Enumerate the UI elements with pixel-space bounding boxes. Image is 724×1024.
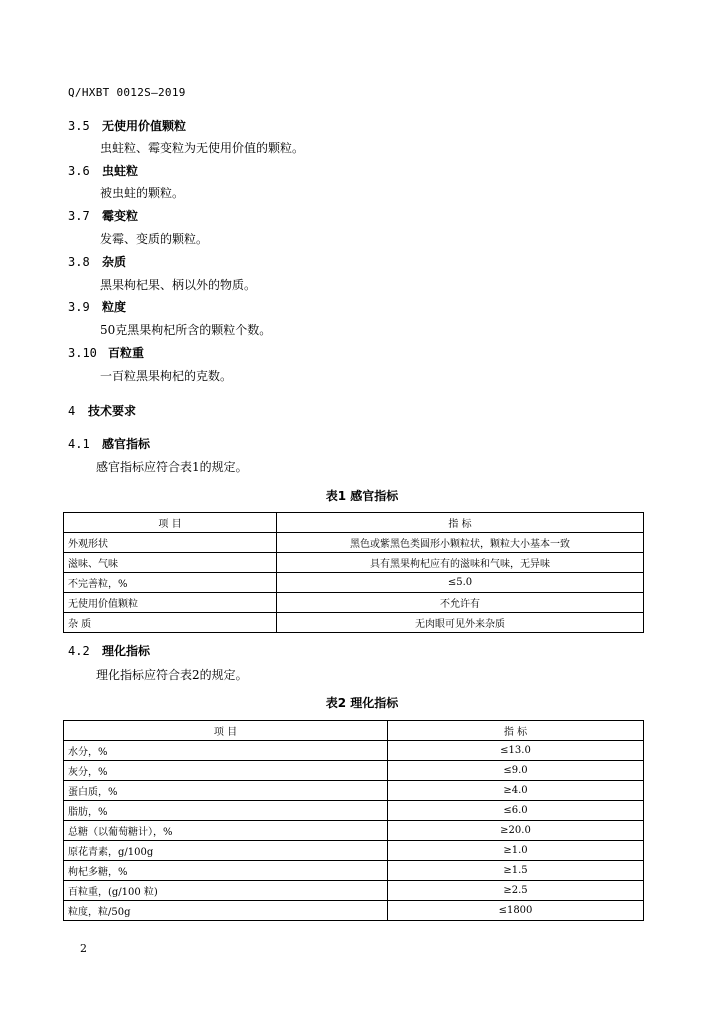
table-header-row bbox=[64, 721, 644, 741]
table-header-cell: 项 目 bbox=[64, 513, 277, 533]
section-heading: 3.6 虫蛀粒 bbox=[68, 164, 139, 178]
physicochemical-table bbox=[63, 720, 644, 921]
table-cell: 无使用价值颗粒 bbox=[64, 593, 277, 613]
table-cell: ≤5.0 bbox=[277, 573, 644, 593]
table-cell: 不完善粒，% bbox=[64, 573, 277, 593]
section-heading: 3.9 粒度 bbox=[68, 300, 127, 314]
table-row bbox=[64, 533, 644, 553]
table-cell: 脂肪，% bbox=[64, 801, 388, 821]
table-cell: ≥1.0 bbox=[388, 841, 644, 861]
table-cell: 外观形状 bbox=[64, 533, 277, 553]
table-cell: 无肉眼可见外来杂质 bbox=[277, 613, 644, 633]
table-cell: 杂 质 bbox=[64, 613, 277, 633]
table-cell: 不允许有 bbox=[277, 593, 644, 613]
table-header-cell: 项 目 bbox=[64, 721, 388, 741]
table-row bbox=[64, 881, 644, 901]
table-cell: 百粒重，(g/100 粒) bbox=[64, 881, 388, 901]
table-row bbox=[64, 821, 644, 841]
section-body: 被虫蛀的颗粒。 bbox=[100, 186, 185, 200]
table-row bbox=[64, 573, 644, 593]
table-row bbox=[64, 593, 644, 613]
table-cell: ≥1.5 bbox=[388, 861, 644, 881]
table-cell: ≤9.0 bbox=[388, 761, 644, 781]
table-row bbox=[64, 613, 644, 633]
table-row bbox=[64, 553, 644, 573]
table-cell: ≥20.0 bbox=[388, 821, 644, 841]
section-body: 发霉、变质的颗粒。 bbox=[100, 232, 209, 246]
subsection-heading: 4.1 感官指标 bbox=[68, 437, 151, 451]
table-cell: 灰分，% bbox=[64, 761, 388, 781]
table2-caption: 表2 理化指标 bbox=[325, 696, 399, 710]
page-number: 2 bbox=[80, 942, 87, 955]
section-body: 50克黑果枸杞所含的颗粒个数。 bbox=[100, 323, 272, 337]
table-cell: 滋味、气味 bbox=[64, 553, 277, 573]
table-cell: ≤1800 bbox=[388, 901, 644, 921]
table-cell: 蛋白质，% bbox=[64, 781, 388, 801]
section-heading: 3.5 无使用价值颗粒 bbox=[68, 119, 187, 133]
table-cell: 枸杞多糖，% bbox=[64, 861, 388, 881]
table-cell: 黑色或紫黑色类圆形小颗粒状，颗粒大小基本一致 bbox=[277, 533, 644, 553]
table-row bbox=[64, 841, 644, 861]
table-cell: ≤13.0 bbox=[388, 741, 644, 761]
section-body: 黑果枸杞果、柄以外的物质。 bbox=[100, 278, 257, 292]
table-cell: ≥2.5 bbox=[388, 881, 644, 901]
table1-caption: 表1 感官指标 bbox=[325, 489, 399, 503]
table-cell: 粒度，粒/50g bbox=[64, 901, 388, 921]
table-header-cell: 指 标 bbox=[277, 513, 644, 533]
table-cell: ≤6.0 bbox=[388, 801, 644, 821]
table-cell: ≥4.0 bbox=[388, 781, 644, 801]
section-heading: 3.10 百粒重 bbox=[68, 346, 145, 360]
subsection-heading: 4.2 理化指标 bbox=[68, 644, 151, 658]
table-row bbox=[64, 781, 644, 801]
subsection-body: 理化指标应符合表2的规定。 bbox=[96, 668, 248, 682]
table-header-cell: 指 标 bbox=[388, 721, 644, 741]
subsection-body: 感官指标应符合表1的规定。 bbox=[96, 460, 248, 474]
table-header-row bbox=[64, 513, 644, 533]
section-body: 虫蛀粒、霉变粒为无使用价值的颗粒。 bbox=[100, 141, 305, 155]
document-header-code: Q/HXBT 0012S—2019 bbox=[68, 86, 186, 99]
chapter-heading: 4 技术要求 bbox=[68, 404, 137, 418]
table-row bbox=[64, 741, 644, 761]
table-row bbox=[64, 861, 644, 881]
table-cell: 水分，% bbox=[64, 741, 388, 761]
section-heading: 3.7 霉变粒 bbox=[68, 209, 139, 223]
sensory-table bbox=[63, 512, 644, 633]
table-cell: 原花青素，g/100g bbox=[64, 841, 388, 861]
table-cell: 具有黑果枸杞应有的滋味和气味，无异味 bbox=[277, 553, 644, 573]
table-row bbox=[64, 801, 644, 821]
section-body: 一百粒黑果枸杞的克数。 bbox=[100, 369, 233, 383]
table-cell: 总糖（以葡萄糖计），% bbox=[64, 821, 388, 841]
table-row bbox=[64, 761, 644, 781]
table-row bbox=[64, 901, 644, 921]
section-heading: 3.8 杂质 bbox=[68, 255, 127, 269]
